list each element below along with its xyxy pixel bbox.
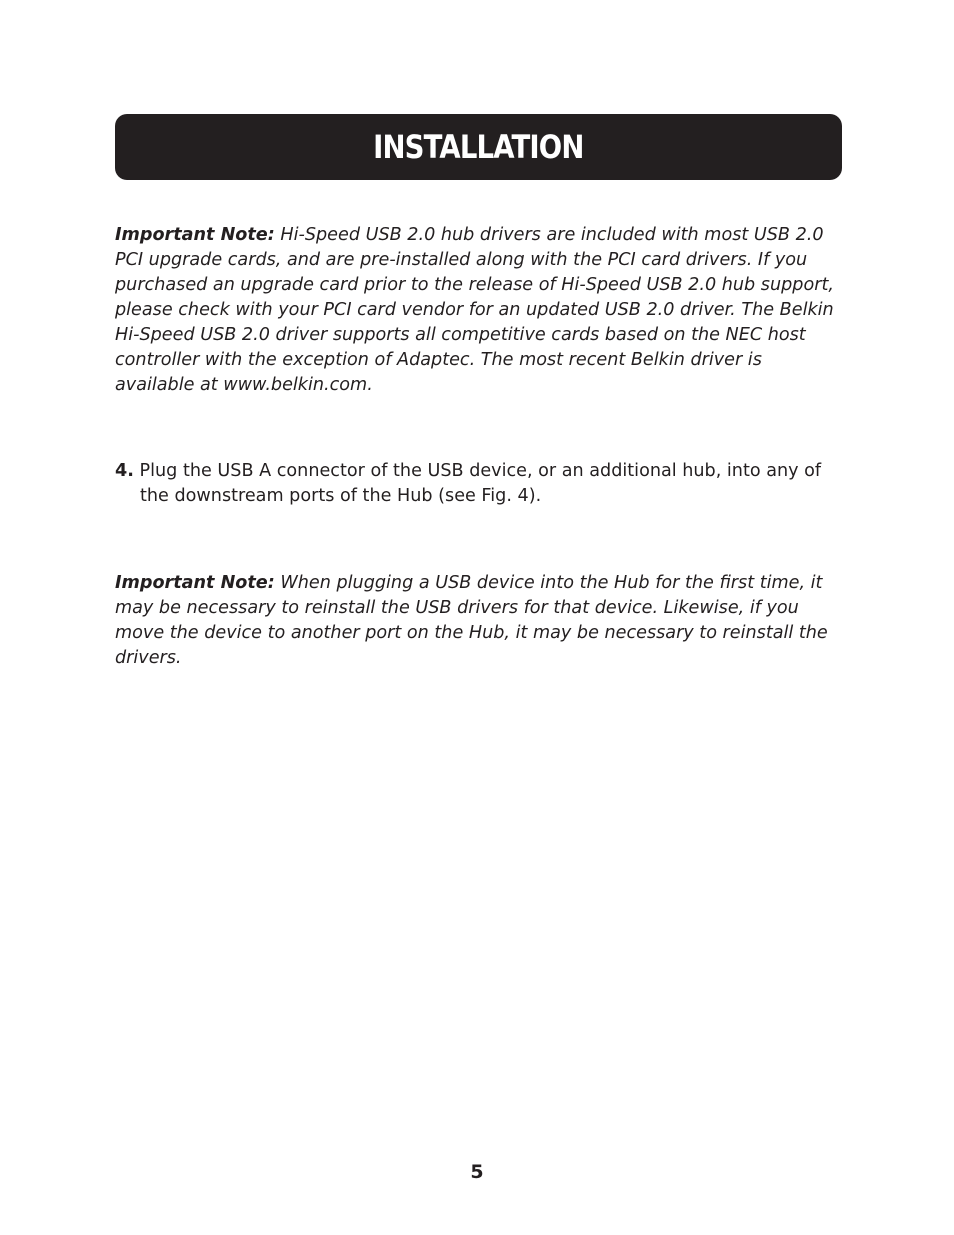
note-body-text: Hi-Speed USB 2.0 hub drivers are included with most USB 2.0 PCI upgrade cards, and are pre-installed along with the PCI card drivers. If you purchased an upgrade card prior to the release of Hi-Speed USB 2.0 hub support, please check with your PCI card vendor for an updated USB 2.0 driver. The Belkin Hi-Speed USB 2.0 driver supports all competitive cards based on the NEC host controller with the exception of Adaptec. The most recent Belkin driver is available at www.belkin.com. (115, 225, 834, 395)
important-note-drivers (115, 223, 845, 398)
section-header-bar (115, 114, 842, 180)
step-text: Plug the USB A connector of the USB device, or an additional hub, into any of the downstream ports of the Hub (see Fig. 4). (139, 461, 822, 506)
page-number: 5 (470, 1161, 484, 1183)
note-body-text: When plugging a USB device into the Hub for the first time, it may be necessary to reinstall the USB drivers for that device. Likewise, if you move the device to another port on the Hub, it may be necessary to reinstall the drivers. (115, 573, 828, 668)
installation-step-4 (115, 459, 845, 509)
note-lead-label: Important Note: (115, 573, 275, 593)
step-number: 4. (115, 461, 134, 481)
section-title: INSTALLATION (373, 128, 584, 166)
note-lead-label: Important Note: (115, 225, 275, 245)
important-note-reinstall (115, 571, 845, 671)
